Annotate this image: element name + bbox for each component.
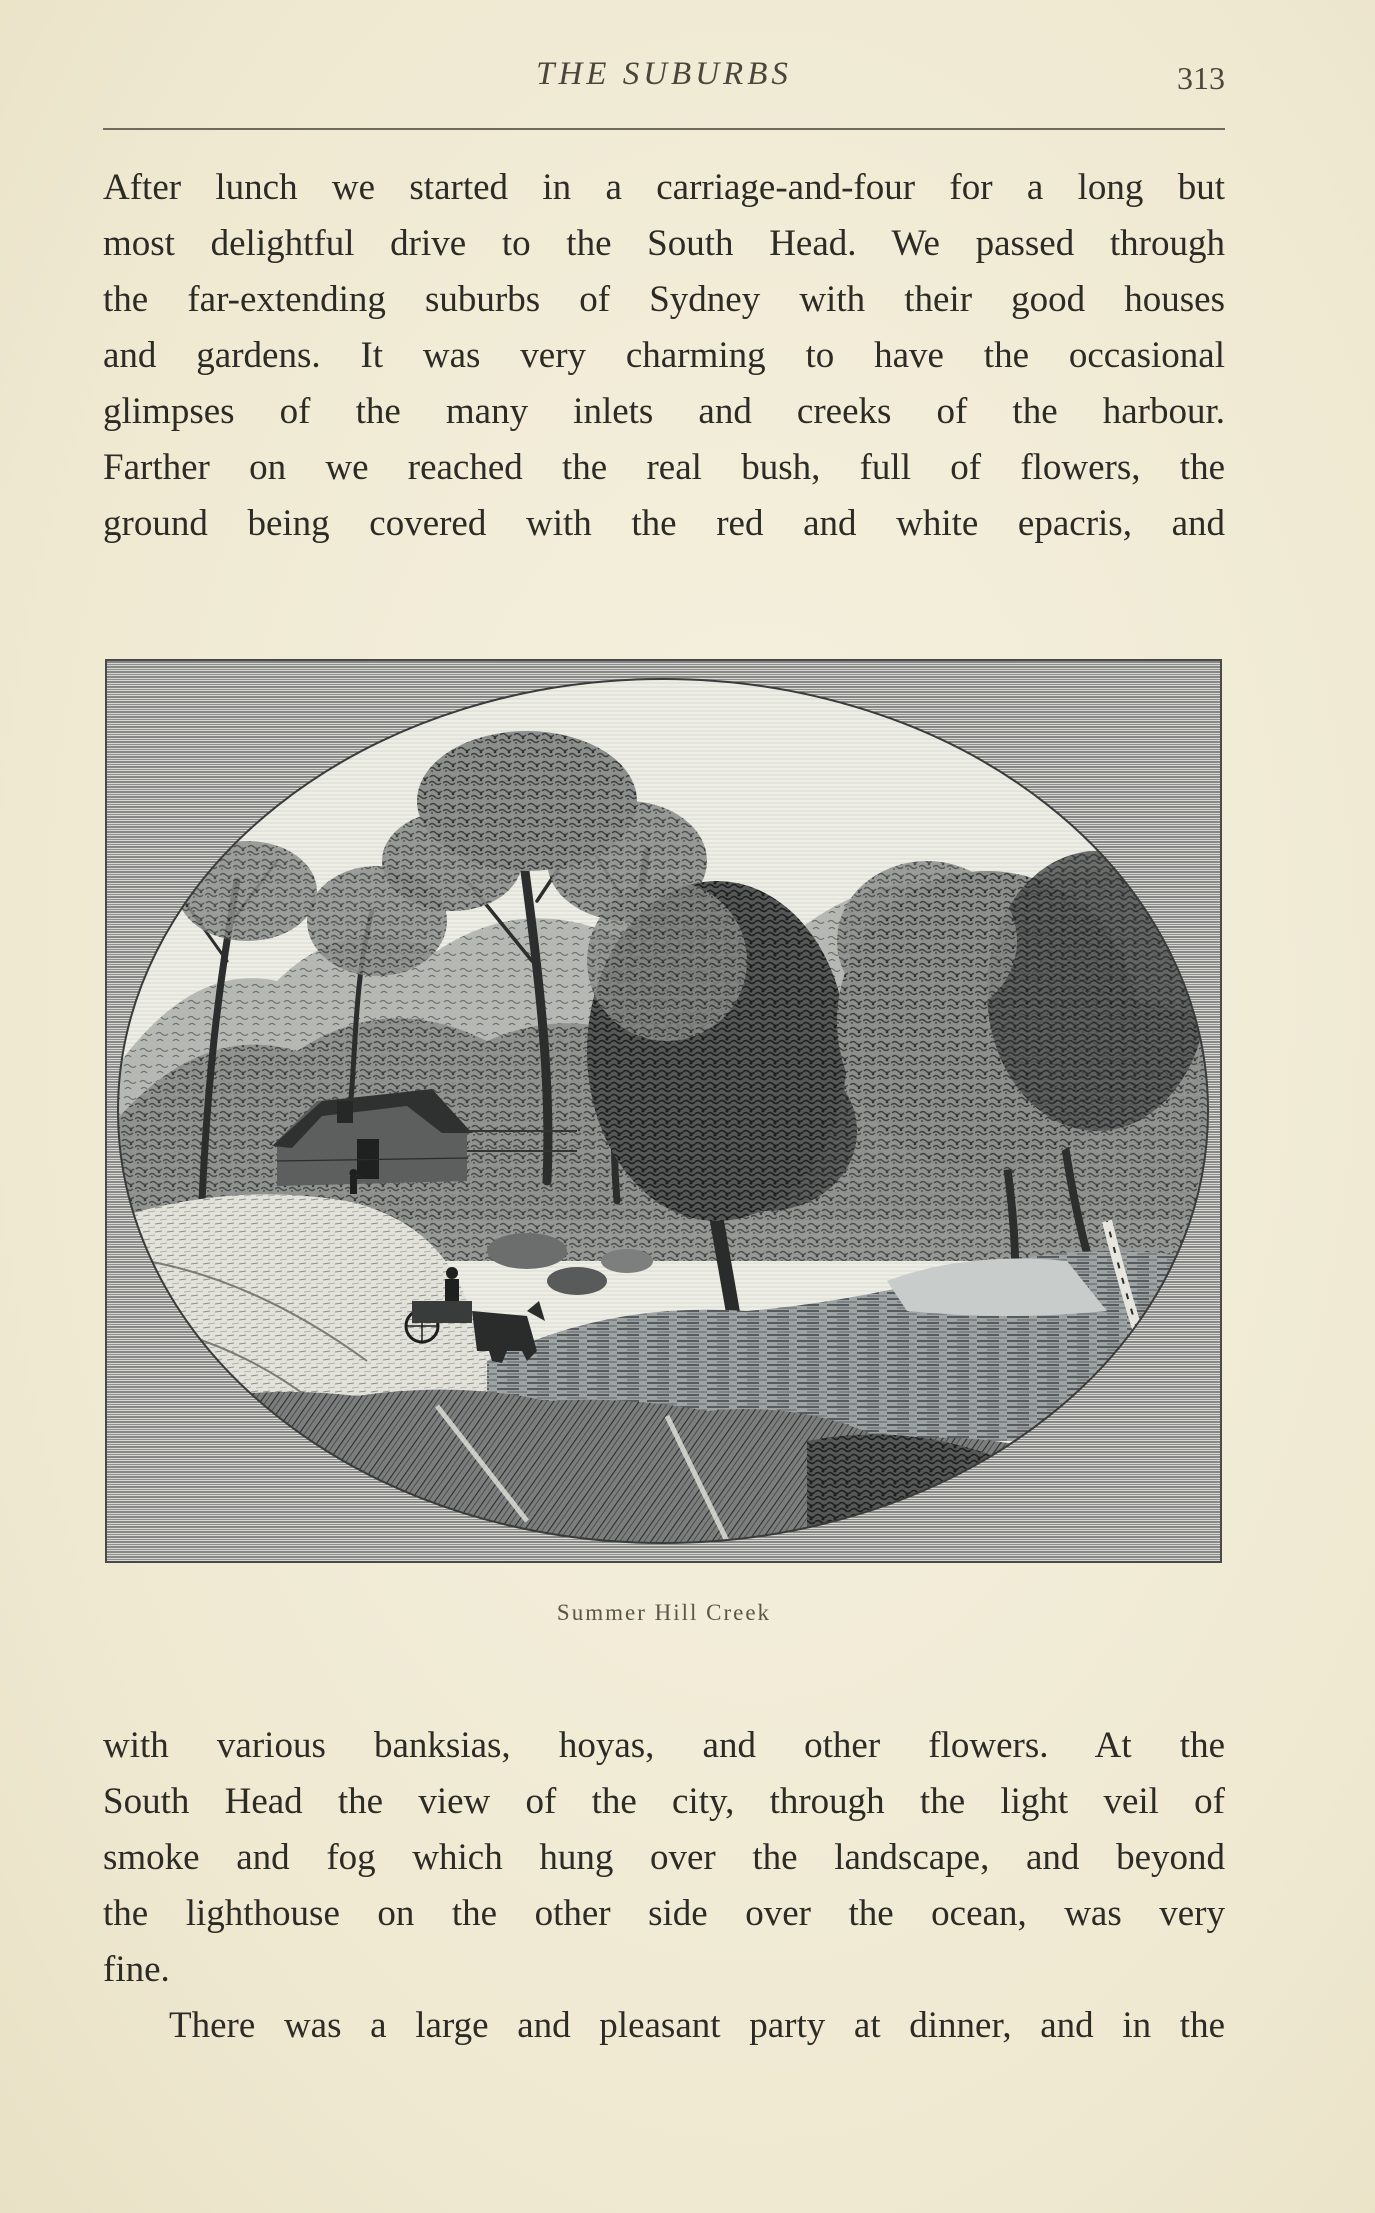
text-line: glimpses of the many inlets and creeks of the harbour. — [103, 391, 1225, 432]
walking-figure — [350, 1169, 358, 1194]
text-line: After lunch we started in a carriage-and-four for a long but — [103, 167, 1225, 208]
plate-caption: Summer Hill Creek — [556, 1600, 772, 1625]
running-head — [103, 56, 1225, 116]
text-line: South Head the view of the city, through the light veil of — [103, 1781, 1225, 1822]
text-line: fine. — [103, 1949, 170, 1990]
paragraph-before-plate — [103, 160, 1225, 552]
engraving-plate — [105, 659, 1222, 1563]
page-number: 313 — [1177, 60, 1225, 96]
text-line: with various banksias, hoyas, and other flowers. At the — [103, 1725, 1225, 1766]
text-line: and gardens. It was very charming to have the occasional — [103, 335, 1225, 376]
text-line: Farther on we reached the real bush, full of flowers, the — [103, 447, 1225, 488]
text-line-indented: There was a large and pleasant party at dinner, and in the — [169, 2005, 1225, 2046]
text-line: the far-extending suburbs of Sydney with their good houses — [103, 279, 1225, 320]
text-line: smoke and fog which hung over the landscape, and beyond — [103, 1837, 1225, 1878]
paragraph-after-plate — [103, 1718, 1225, 2054]
text-line: ground being covered with the red and white epacris, and — [103, 503, 1225, 544]
text-line: most delightful drive to the South Head. We passed through — [103, 223, 1225, 264]
text-line: the lighthouse on the other side over the ocean, was very — [103, 1893, 1225, 1934]
header-rule — [103, 128, 1225, 130]
engraving-illustration — [107, 661, 1220, 1561]
running-title: THE SUBURBS — [536, 56, 792, 92]
